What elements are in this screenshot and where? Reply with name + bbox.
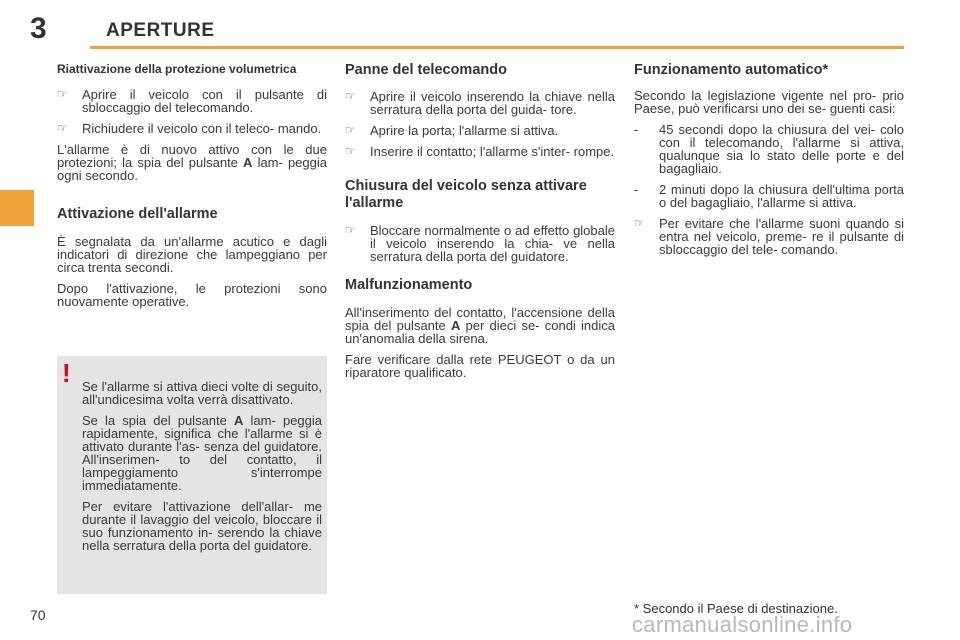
pointing-hand-icon: ☞ bbox=[345, 144, 356, 158]
list-item-text: Aprire il veicolo con il pulsante di sbloccaggio del telecomando. bbox=[82, 87, 327, 115]
header-rule bbox=[90, 46, 904, 49]
text: lam- peggia rapidamente, significa che l'allarme si è attivato durante l'as- senza del guidatore. All'inserimen- to del contatto, il lampeggiamento s'interrompe immediatamente. bbox=[82, 413, 322, 493]
section-title-riattivazione: Riattivazione della protezione volumetrica bbox=[57, 62, 297, 76]
pointing-hand-icon: ☞ bbox=[345, 89, 356, 103]
pointing-hand-icon: ☞ bbox=[57, 121, 68, 135]
key-label: A bbox=[450, 318, 461, 333]
page-number: 70 bbox=[30, 607, 46, 623]
text: per dieci se- condi indica un'anomalia della sirena. bbox=[345, 318, 615, 346]
paragraph bbox=[57, 143, 327, 182]
section-title-malfunzionamento: Malfunzionamento bbox=[345, 277, 473, 293]
pointing-hand-icon: ☞ bbox=[57, 87, 68, 101]
pointing-hand-icon: ☞ bbox=[345, 123, 356, 137]
paragraph bbox=[345, 306, 615, 345]
dash-mark: - bbox=[634, 122, 639, 137]
list-item bbox=[345, 224, 615, 263]
paragraph: Secondo la legislazione vigente nel pro- prio Paese, può verificarsi uno dei se- guenti casi: bbox=[634, 88, 904, 116]
list-item-text: Bloccare normalmente o ad effetto globale il veicolo inserendo la chia- ve nella serratura della porta del guidatore. bbox=[370, 223, 615, 264]
text: All'inserimento del contatto, l'accensione della spia del pulsante bbox=[345, 305, 615, 333]
text: L'allarme è di nuovo attivo con le due protezioni; la spia del pulsante bbox=[57, 142, 327, 170]
text: Se la spia del pulsante bbox=[82, 413, 227, 428]
dash-mark: - bbox=[634, 182, 639, 197]
list-item bbox=[57, 88, 327, 114]
key-label: A bbox=[243, 155, 253, 170]
chapter-side-tab bbox=[0, 190, 34, 226]
list-item bbox=[345, 145, 615, 158]
column-middle bbox=[345, 62, 615, 387]
section-title-chiusura: Chiusura del veicolo senza attivare l'allarme bbox=[345, 178, 587, 211]
paragraph bbox=[82, 414, 322, 492]
list-item bbox=[634, 217, 904, 256]
list-item-text: Inserire il contatto; l'allarme s'inter- rompe. bbox=[370, 144, 615, 159]
footnote: * Secondo il Paese di destinazione. bbox=[634, 601, 838, 616]
paragraph: Dopo l'attivazione, le protezioni sono nuovamente operative. bbox=[57, 281, 327, 309]
list-item-text: 45 secondi dopo la chiusura del vei- colo con il telecomando, l'allarme si attiva, qualunque sia lo stato delle porte e del bagagliaio. bbox=[659, 122, 904, 176]
column-left bbox=[57, 63, 327, 316]
list-item bbox=[345, 124, 615, 137]
warning-text bbox=[82, 380, 322, 560]
list-item-text: Aprire la porta; l'allarme si attiva. bbox=[370, 123, 559, 138]
paragraph: Fare verificare dalla rete PEUGEOT o da un riparatore qualificato. bbox=[345, 352, 615, 380]
text: lam- peggia ogni secondo. bbox=[57, 155, 327, 183]
section-title-attivazione: Attivazione dell'allarme bbox=[57, 206, 218, 222]
list-item bbox=[634, 183, 904, 209]
pointing-hand-icon: ☞ bbox=[634, 216, 645, 230]
list-item-text: Aprire il veicolo inserendo la chiave nella serratura della porta del guida- tore. bbox=[370, 89, 615, 117]
list-item bbox=[634, 123, 904, 175]
list-item bbox=[57, 122, 327, 135]
paragraph: Se l'allarme si attiva dieci volte di seguito, all'undicesima volta verrà disattivato. bbox=[82, 379, 322, 407]
watermark: carmanualsonline.info bbox=[632, 612, 853, 637]
chapter-number: 3 bbox=[30, 12, 47, 45]
section-title-funzionamento: Funzionamento automatico* bbox=[634, 62, 829, 78]
pointing-hand-icon: ☞ bbox=[345, 223, 356, 237]
section-title-panne: Panne del telecomando bbox=[345, 62, 507, 78]
paragraph: È segnalata da un'allarme acutico e dagli indicatori di direzione che lampeggiano per circa trenta secondi. bbox=[57, 234, 327, 275]
list-item bbox=[345, 90, 615, 116]
exclamation-icon: ! bbox=[62, 358, 71, 388]
chapter-title: APERTURE bbox=[106, 20, 215, 41]
paragraph: Per evitare l'attivazione dell'allar- me durante il lavaggio del veicolo, bloccare il suo funzionamento in- serendo la chiave nella serratura della porta del guidatore. bbox=[82, 499, 322, 553]
list-item-text: 2 minuti dopo la chiusura dell'ultima porta o del bagagliaio, l'allarme si attiva. bbox=[659, 182, 904, 210]
column-right bbox=[634, 62, 904, 264]
list-item-text: Richiudere il veicolo con il teleco- mando. bbox=[82, 121, 322, 136]
key-label: A bbox=[234, 413, 244, 428]
list-item-text: Per evitare che l'allarme suoni quando si entra nel veicolo, preme- re il pulsante di sbloccaggio del tele- comando. bbox=[659, 216, 904, 257]
